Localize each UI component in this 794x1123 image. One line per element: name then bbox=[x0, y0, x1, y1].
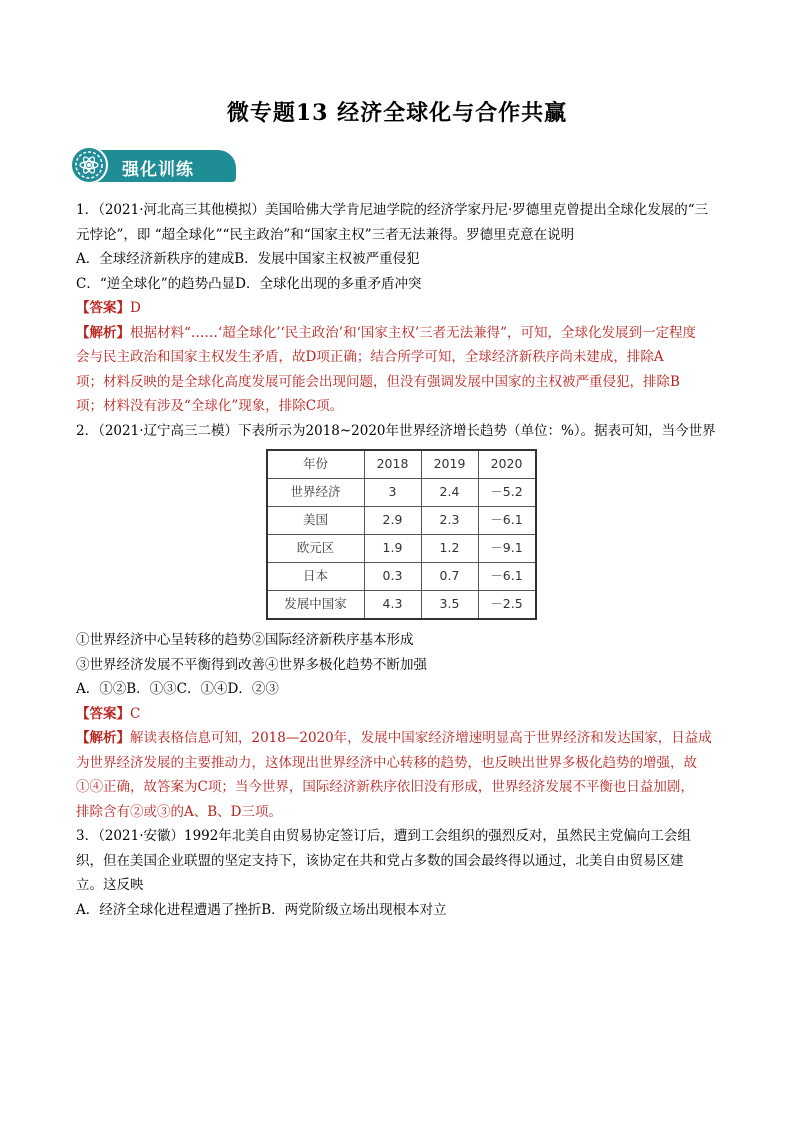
table-cell: －2.5 bbox=[478, 591, 536, 620]
table-header-cell: 2019 bbox=[421, 450, 478, 479]
table-cell: －5.2 bbox=[478, 479, 536, 507]
table-header-cell: 2018 bbox=[364, 450, 421, 479]
q1-analysis-line3: 项；材料反映的是全球化高度发展可能会出现问题，但没有强调发展中国家的主权被严重侵犯，排除B bbox=[76, 373, 680, 390]
table-cell: －6.1 bbox=[478, 507, 536, 535]
table-row bbox=[267, 507, 536, 535]
q3-options-ab: A．经济全球化进程遭遇了挫折B．两党阶级立场出现根本对立 bbox=[76, 901, 447, 918]
table-cell: 2.4 bbox=[421, 479, 478, 507]
table-cell: 美国 bbox=[267, 507, 365, 535]
table-cell: 3 bbox=[364, 479, 421, 507]
q1-stem-line2: 元悖论”，即 “超全球化”“民主政治”和“国家主权”三者无法兼得。罗德里克意在说明 bbox=[76, 226, 575, 243]
table-cell: 0.3 bbox=[364, 563, 421, 591]
q2-answer bbox=[76, 702, 718, 727]
question-list bbox=[76, 198, 718, 922]
q1-options-ab: A．全球经济新秩序的建成B．发展中国家主权被严重侵犯 bbox=[76, 251, 420, 267]
table-row bbox=[267, 535, 536, 563]
q2-analysis-line3: ①④正确，故答案为C项；当今世界，国际经济新秩序依旧没有形成，世界经济发展不平衡也日益加剧， bbox=[76, 779, 694, 795]
answer-label: 【答案】 bbox=[76, 300, 130, 316]
table-cell: 欧元区 bbox=[267, 535, 365, 563]
q2-stem: 2．（2021·辽宁高三二模）下表所示为2018~2020年世界经济增长趋势（单位：%）。据表可知，当今世界 bbox=[76, 422, 716, 439]
q2-items-line2: ③世界经济发展不平衡得到改善④世界多极化趋势不断加强 bbox=[76, 656, 427, 673]
table-cell: 1.2 bbox=[421, 535, 478, 563]
table-header-cell: 年份 bbox=[267, 450, 365, 479]
table-cell: 2.9 bbox=[364, 507, 421, 535]
table-cell: 发展中国家 bbox=[267, 591, 365, 620]
growth-table bbox=[266, 449, 537, 620]
q3-stem-line2: 织，但在美国企业联盟的坚定支持下，该协定在共和党占多数的国会最终得以通过，北美自由贸易区建 bbox=[76, 852, 684, 869]
table-cell: 0.7 bbox=[421, 563, 478, 591]
answer-value: D bbox=[130, 300, 141, 316]
q1-analysis bbox=[76, 321, 718, 346]
q1-analysis-line4: 项；材料没有涉及“全球化”现象，排除C项。 bbox=[76, 398, 344, 414]
table-header-row bbox=[267, 450, 536, 479]
answer-label: 【答案】 bbox=[76, 705, 130, 722]
table-cell: 3.5 bbox=[421, 591, 478, 620]
table-header-cell: 2020 bbox=[478, 450, 536, 479]
banner-label: 强化训练 bbox=[122, 160, 194, 180]
section-banner bbox=[70, 146, 238, 184]
q1-analysis-line2: 会与民主政治和国家主权发生矛盾，故D项正确；结合所学可知，全球经济新秩序尚未建成，排除A bbox=[76, 349, 664, 365]
table-cell: 4.3 bbox=[364, 591, 421, 620]
q1-stem-line1: 1．（2021·河北高三其他模拟）美国哈佛大学肯尼迪学院的经济学家丹尼·罗德里克曾提出全球化发展的“三 bbox=[76, 202, 709, 218]
table-cell: －9.1 bbox=[478, 535, 536, 563]
table-row bbox=[267, 479, 536, 507]
q1-options-cd: C．“逆全球化”的趋势凸显D．全球化出现的多重矛盾冲突 bbox=[76, 275, 422, 292]
table-cell: 2.3 bbox=[421, 507, 478, 535]
answer-value: C bbox=[130, 705, 141, 722]
table-cell: 1.9 bbox=[364, 535, 421, 563]
q3-stem-line1: 3．（2021·安徽）1992年北美自由贸易协定签订后，遭到工会组织的强烈反对，虽然民主党偏向工会组 bbox=[76, 828, 691, 844]
table-cell: －6.1 bbox=[478, 563, 536, 591]
table-row bbox=[267, 591, 536, 620]
table-cell: 世界经济 bbox=[267, 479, 365, 507]
atom-gear-icon bbox=[70, 146, 108, 184]
analysis-label: 【解析】 bbox=[76, 730, 130, 746]
table-cell: 日本 bbox=[267, 563, 365, 591]
q2-table-wrapper bbox=[76, 449, 722, 620]
analysis-line: 解读表格信息可知，2018—2020年，发展中国家经济增速明显高于世界经济和发达国家，日益成 bbox=[130, 730, 712, 746]
q2-analysis-line4: 排除含有②或③的A、B、D三项。 bbox=[76, 803, 282, 820]
analysis-line: 根据材料“……‘超全球化’‘民主政治’和‘国家主权’三者无法兼得”，可知，全球化发展到一定程度 bbox=[130, 324, 697, 341]
q2-options: A．①②B．①③C．①④D．②③ bbox=[76, 681, 279, 697]
q3-stem-line3: 立。这反映 bbox=[76, 877, 144, 893]
analysis-label: 【解析】 bbox=[76, 324, 130, 341]
q2-analysis bbox=[76, 726, 718, 751]
q2-analysis-line2: 为世界经济发展的主要推动力，这体现出世界经济中心转移的趋势，也反映出世界多极化趋势的增强，故 bbox=[76, 754, 697, 771]
q2-items-line1: ①世界经济中心呈转移的趋势②国际经济新秩序基本形成 bbox=[76, 632, 414, 648]
q1-answer bbox=[76, 296, 718, 321]
table-row bbox=[267, 563, 536, 591]
page-title: 微专题13 经济全球化与合作共赢 bbox=[226, 100, 568, 126]
